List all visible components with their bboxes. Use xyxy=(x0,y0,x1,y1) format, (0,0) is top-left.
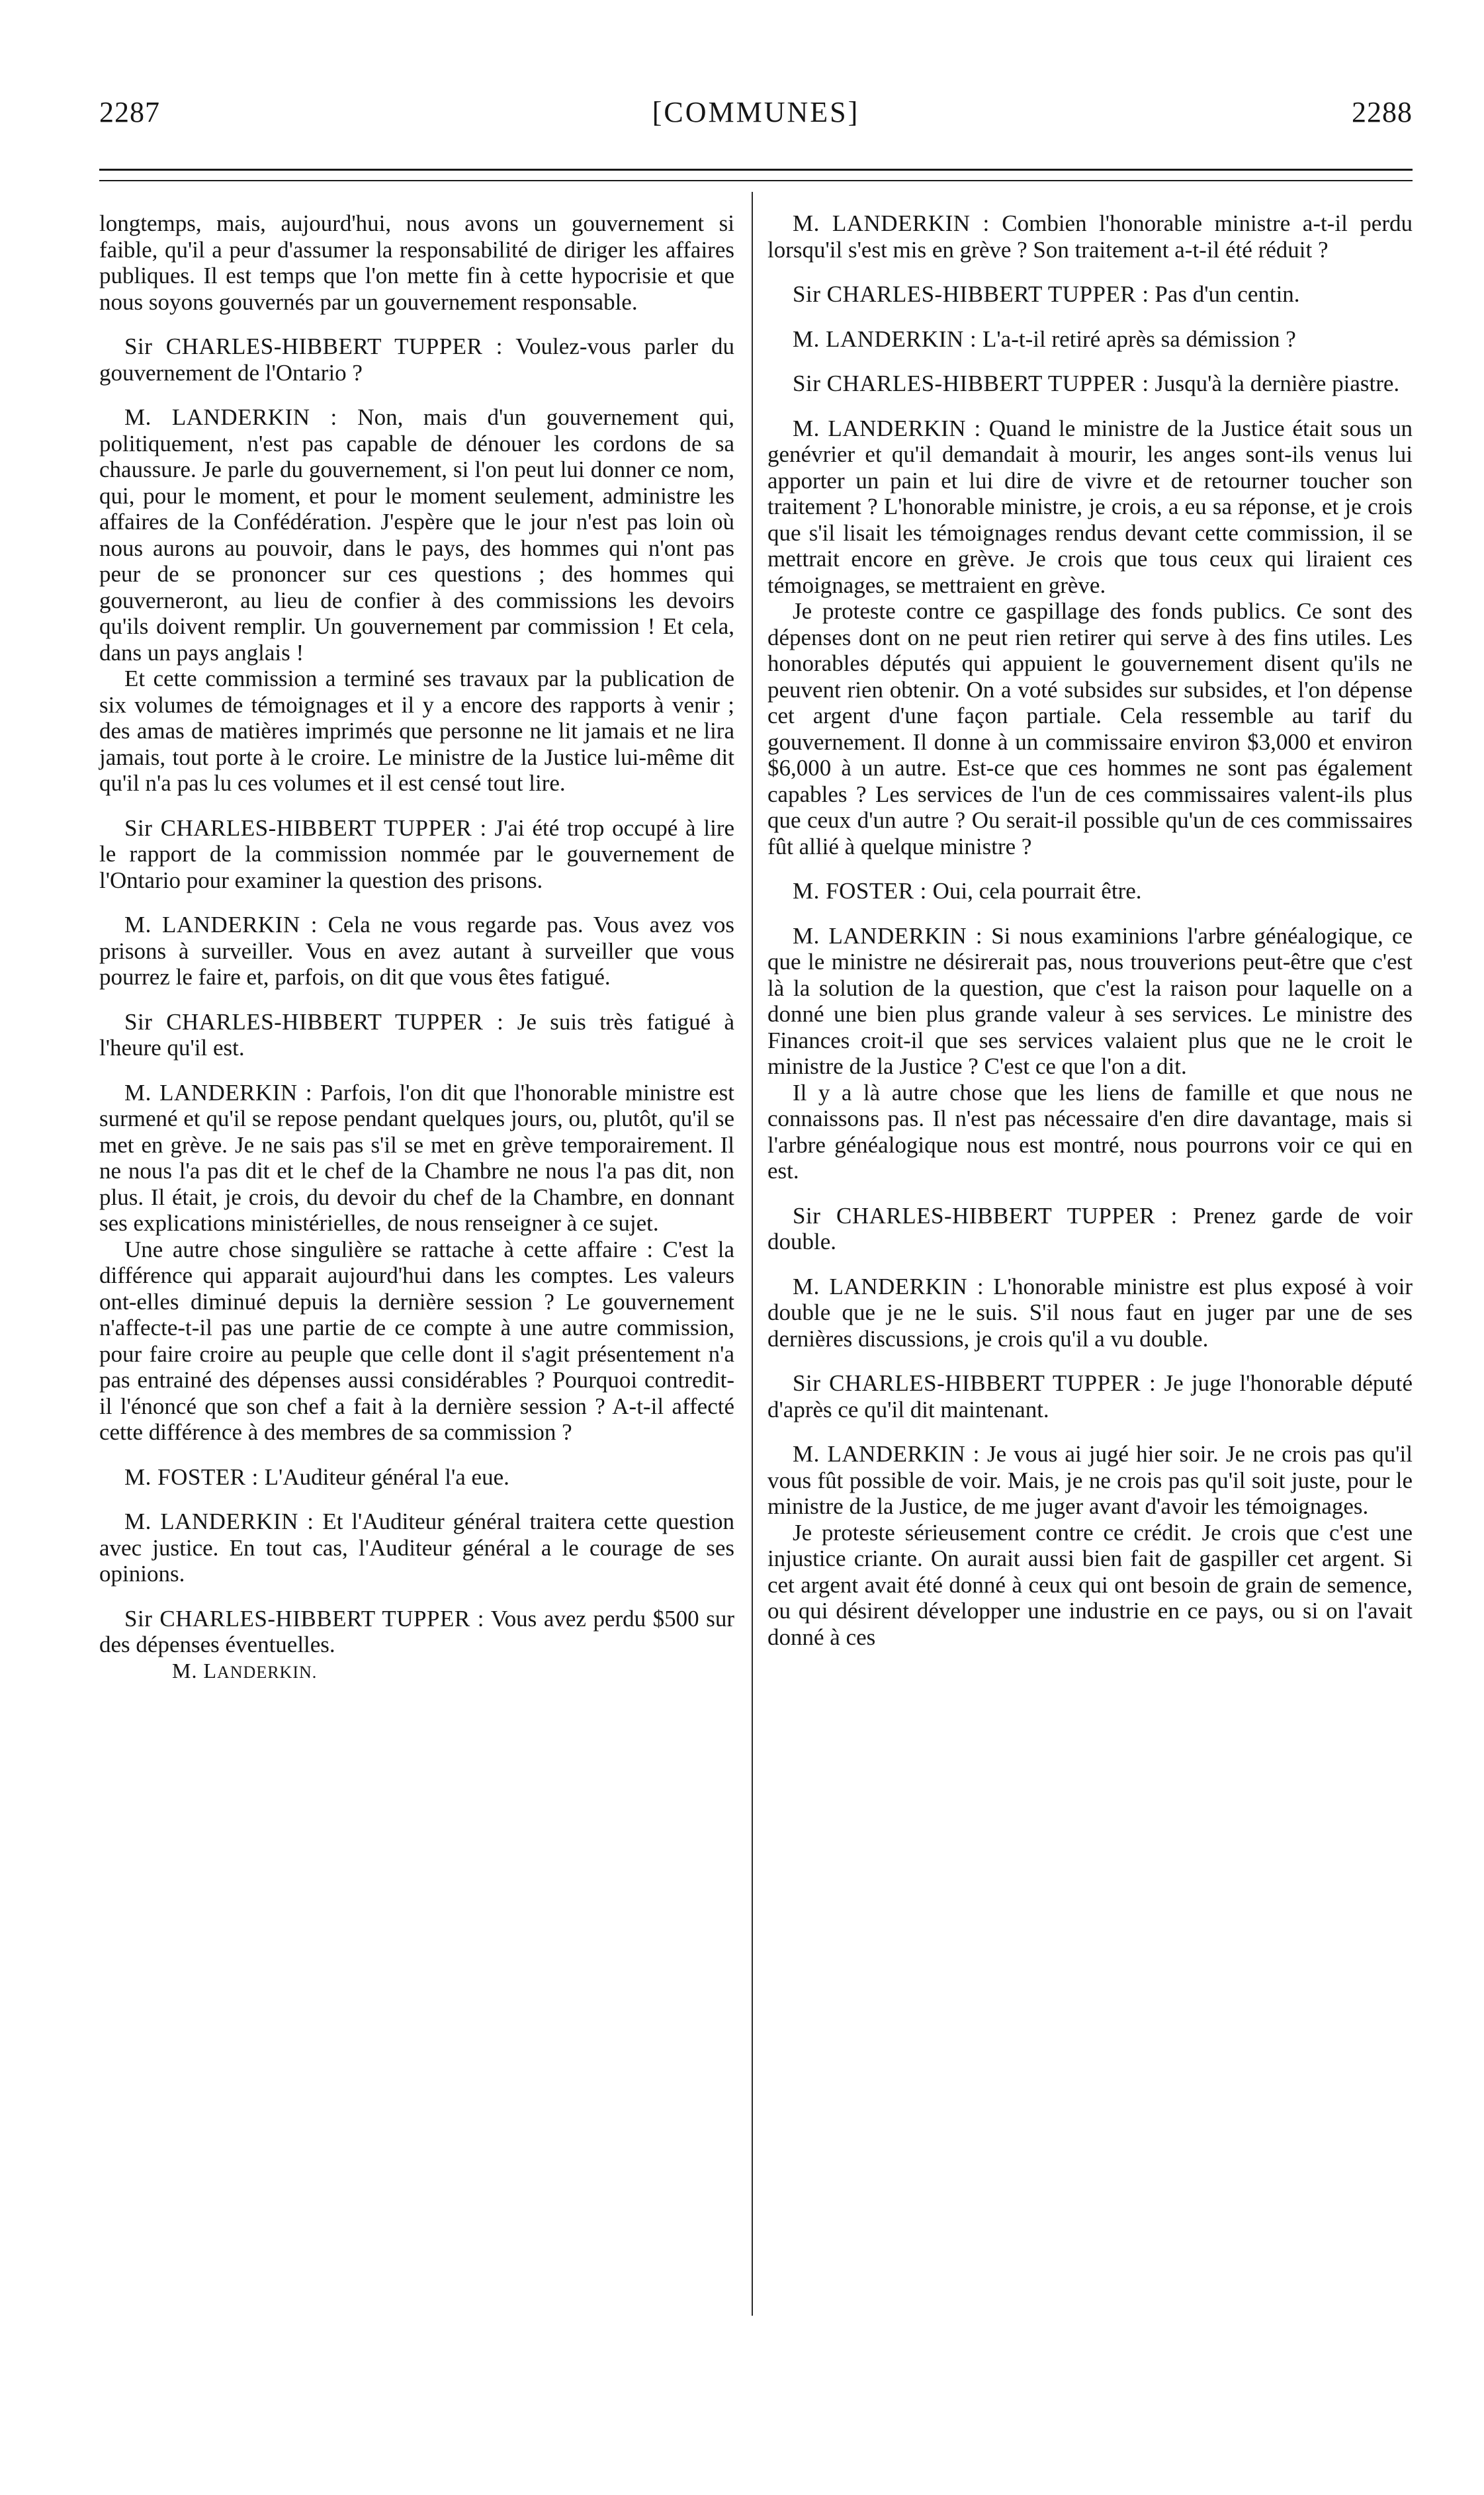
paragraph-text: longtemps, mais, aujourd'hui, nous avons un gouvernement si faible, qu'il a peur d'assumer la responsabilité de diriger les affaires publiques. Il est temps que l'on mette fin à cette hypocrisie et que nous soyons gouvernés par un gouvernement responsable. xyxy=(99,210,734,315)
signature-prefix: M. L xyxy=(172,1658,217,1683)
speech-text: Je vous ai jugé hier soir. Je ne crois pas qu'il vous fût possible de voir. Mais, je ne crois pas qu'il soit juste, pour le ministre de la Justice, de me juger avant d'avoir les témoignages. xyxy=(767,1441,1413,1519)
speaker-name: M. LANDERKIN : xyxy=(124,1509,314,1534)
paragraph-text: Il y a là autre chose que les liens de famille et que nous ne connaissons pas. Il n'est pas nécessaire d'en dire davantage, mais si l'arbre généalogique nous est montré, nous pourrons voir ce qui en est. xyxy=(767,1079,1413,1184)
speech-text: Voulez-vous parler du gouvernement de l'Ontario ? xyxy=(99,333,735,386)
speech xyxy=(99,404,734,666)
paragraph xyxy=(99,1237,734,1446)
paragraph xyxy=(767,598,1413,859)
speech xyxy=(99,1606,734,1658)
left-column xyxy=(99,210,734,1685)
speech-text: Combien l'honorable ministre a-t-il perdu lorsqu'il s'est mis en grève ? Son traitement a-t-il été réduit ? xyxy=(767,210,1413,263)
speech xyxy=(767,923,1413,1080)
speaker-name: Sir CHARLES-HIBBERT TUPPER : xyxy=(124,1008,504,1035)
speech-text: Oui, cela pourrait être. xyxy=(926,878,1142,904)
speech-text: Prenez garde de voir double. xyxy=(767,1202,1413,1254)
header-rule xyxy=(99,169,1413,171)
speaker-signature xyxy=(99,1658,734,1686)
page-number-left: 2287 xyxy=(99,96,160,128)
speaker-name: M. FOSTER : xyxy=(793,878,927,904)
speech xyxy=(767,1203,1413,1255)
paragraph xyxy=(767,1080,1413,1184)
speech xyxy=(767,371,1413,397)
header-rule-secondary xyxy=(99,180,1413,181)
speech xyxy=(767,878,1413,904)
speech-text: Si nous examinions l'arbre généalogique, ce que le ministre ne désirerait pas, nous trouverions peut-être que c'est là la solution de la question, que c'est la raison pour laquelle on a donné une bien plus grande valeur à ses services. Le ministre des Finances croit-il que ses services valaient plus que ne le croit le ministre de la Justice ? C'est ce que l'on a dit. xyxy=(767,922,1413,1079)
paragraph xyxy=(99,666,734,797)
speaker-name: M. LANDERKIN : xyxy=(124,1079,313,1106)
speaker-name: Sir CHARLES-HIBBERT TUPPER : xyxy=(793,1370,1157,1396)
speech xyxy=(767,210,1413,263)
column-divider xyxy=(752,192,753,2316)
speaker-name: M. LANDERKIN : xyxy=(124,912,318,938)
speaker-name: M. LANDERKIN : xyxy=(793,415,981,441)
speech xyxy=(99,1080,734,1237)
speech-text: Pas d'un centin. xyxy=(1149,281,1300,307)
speaker-name: M. LANDERKIN : xyxy=(793,326,977,352)
paragraph xyxy=(767,1520,1413,1651)
speech-text: L'honorable ministre est plus exposé à voir double que je ne le suis. S'il nous faut en juger par une de ses dernières discussions, je crois qu'il a vu double. xyxy=(767,1273,1413,1352)
speaker-name: Sir CHARLES-HIBBERT TUPPER : xyxy=(793,281,1149,307)
speaker-name: Sir CHARLES-HIBBERT TUPPER : xyxy=(793,371,1149,396)
speaker-name: M. FOSTER : xyxy=(124,1464,259,1490)
speech xyxy=(767,1370,1413,1423)
speech xyxy=(99,333,734,386)
signature-smallcaps: ANDERKIN. xyxy=(217,1662,318,1682)
speech xyxy=(99,815,734,894)
right-column xyxy=(767,210,1413,1650)
speech xyxy=(99,1464,734,1491)
page-number-right: 2288 xyxy=(1352,96,1413,128)
paragraph xyxy=(99,210,734,315)
page-header xyxy=(99,93,1413,132)
speaker-name: Sir CHARLES-HIBBERT TUPPER : xyxy=(793,1202,1178,1229)
speech-text: Cela ne vous regarde pas. Vous avez vos prisons à surveiller. Vous en avez autant à surveiller que vous pourrez le faire et, parfois, on dit que vous êtes fatigué. xyxy=(99,912,734,990)
speech xyxy=(767,326,1413,353)
speech-text: Vous avez perdu $500 sur des dépenses éventuelles. xyxy=(99,1605,735,1657)
speech-text: Et l'Auditeur général traitera cette question avec justice. En tout cas, l'Auditeur général a le courage de ses opinions. xyxy=(99,1509,734,1587)
speech xyxy=(767,1274,1413,1352)
speech xyxy=(767,1441,1413,1520)
speaker-name: Sir CHARLES-HIBBERT TUPPER : xyxy=(124,814,487,841)
speech xyxy=(767,281,1413,308)
paragraph-text: Et cette commission a terminé ses travaux par la publication de six volumes de témoignages et il y a encore des rapports à venir ; des amas de matières imprimés que personne ne lit jamais et ne lira jamais, tout porte à le croire. Le ministre de la Justice lui-même dit qu'il n'a pas lu ces volumes et il est censé tout lire. xyxy=(99,666,734,796)
speaker-name: Sir CHARLES-HIBBERT TUPPER : xyxy=(124,1605,484,1632)
speech xyxy=(99,1009,734,1061)
speech xyxy=(767,416,1413,599)
speech xyxy=(99,1509,734,1587)
paragraph-text: Je proteste sérieusement contre ce crédit. Je crois que c'est une injustice criante. On aurait aussi bien fait de gaspiller cet argent. Si cet argent avait été donné à ceux qui ont besoin de grain de semence, ou qui désirent développer une industrie en ce pays, ou si on l'avait donné à ces xyxy=(767,1519,1413,1650)
speech-text: Jusqu'à la dernière piastre. xyxy=(1149,371,1400,396)
speaker-name: M. LANDERKIN : xyxy=(793,1273,984,1299)
speech xyxy=(99,912,734,990)
speaker-name: M. LANDERKIN : xyxy=(793,922,983,949)
speech-text: Quand le ministre de la Justice était sous un genévrier et qu'il demandait à mourir, les anges sont-ils venus lui apporter un pain et lui dire de vivre et de retourner toucher son traitement ? L'honorable ministre, je crois, a eu sa réponse, et je crois que s'il lisait les témoignages rendus devant cette commission, il se mettrait encore en grève. Je crois que tous ceux qui liraient ces témoignages, se mettraient en grève. xyxy=(767,415,1413,598)
speaker-name: M. LANDERKIN : xyxy=(793,210,990,236)
paragraph-text: Une autre chose singulière se rattache à cette affaire : C'est la différence qui apparait aujourd'hui dans les comptes. Les valeurs ont-elles diminué depuis la dernière session ? Le gouvernement n'affecte-t-il pas une partie de ce compte à une autre commission, pour faire croire au peuple que celle dont il s'agit présentement n'a pas entrainé des dépenses aussi considérables ? Pourquoi contredit-il l'énoncé que son chef a fait à la dernière session ? A-t-il affecté cette différence à des membres de sa commission ? xyxy=(99,1236,734,1445)
speech-text: J'ai été trop occupé à lire le rapport de la commission nommée par le gouvernement de l'Ontario pour examiner la question des prisons. xyxy=(99,814,735,893)
paragraph-text: Je proteste contre ce gaspillage des fonds publics. Ce sont des dépenses dont on ne peut rien retirer qui serve à des fins utiles. Les honorables députés qui appuient le gouvernement disent qu'ils ne peuvent rien obtenir. On a voté subsides sur subsides, et l'on dépense cet argent d'une façon partiale. Cela ressemble au tarif du gouvernement. Il donne à un commissaire environ $3,000 et environ $6,000 à un autre. Est-ce que ces hommes ne sont pas également capables ? Les services de l'un de ces commissaires valent-ils plus que ceux d'un autre ? Ou serait-il possible qu'un de ces commissaires fût allié à quelque ministre ? xyxy=(767,598,1413,859)
running-title: [COMMUNES] xyxy=(652,96,860,128)
speaker-name: M. LANDERKIN : xyxy=(793,1441,980,1467)
speech-text: Je juge l'honorable député d'après ce qu'il dit maintenant. xyxy=(767,1370,1413,1423)
speech-text: L'Auditeur général l'a eue. xyxy=(258,1464,509,1490)
speech-text: Non, mais d'un gouvernement qui, politiquement, n'est pas capable de dénouer les cordons de sa chaussure. Je parle du gouvernement, si l'on peut lui donner ce nom, qui, pour le moment, et pour le moment seulement, administre les affaires de la Confédération. J'espère que le jour n'est pas loin où nous aurons au pouvoir, dans le pays, des hommes qui n'ont pas peur de se prononcer sur ces questions ; des hommes qui gouverneront, au lieu de confier à des commissions les devoirs qu'ils doivent remplir. Un gouvernement par commission ! Et cela, dans un pays anglais ! xyxy=(99,404,734,666)
speaker-name: M. LANDERKIN : xyxy=(124,404,337,430)
speaker-name: Sir CHARLES-HIBBERT TUPPER : xyxy=(124,333,503,359)
speech-text: Parfois, l'on dit que l'honorable ministre est surmené et qu'il se repose pendant quelques jours, ou, plutôt, qu'il se met en grève. Je ne sais pas s'il se met en grève temporairement. Il ne nous l'a pas dit et le chef de la Chambre ne nous l'a pas dit, non plus. Il était, je crois, du devoir du chef de la Chambre, en donnant ses explications ministérielles, de nous renseigner à ce sujet. xyxy=(99,1079,735,1236)
speech-text: Je suis très fatigué à l'heure qu'il est. xyxy=(99,1008,734,1061)
speech-text: L'a-t-il retiré après sa démission ? xyxy=(977,326,1296,352)
